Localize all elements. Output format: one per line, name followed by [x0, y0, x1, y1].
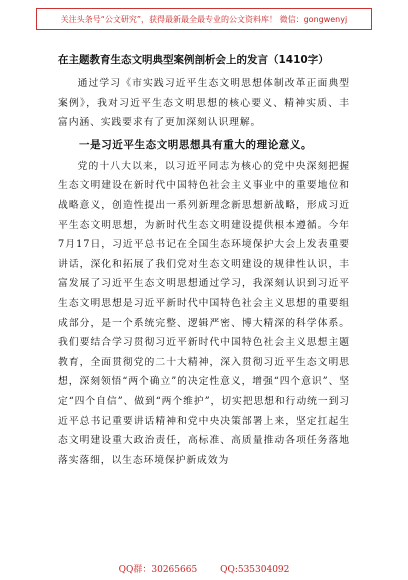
footer-contact — [0, 562, 408, 575]
document-title: 在主题教育生态文明典型案例剖析会上的发言（1410字） — [58, 54, 329, 66]
intro-paragraph: 通过学习《市实践习近平生态文明思想体制改革正面典型案例》，我对习近平生态文明思想的核心要义、精神实质、丰富内涵、实践要求有了更加深刻认识理解。 — [58, 78, 350, 129]
section-heading: 一是习近平生态文明思想具有重大的理论意义。 — [79, 138, 313, 151]
promo-banner: 关注头条号“公文研究”，获得最新最全最专业的公文资料库！ 微信：gongwenyj — [36, 8, 372, 30]
qq-label: QQ:535304092 — [220, 565, 290, 575]
section-paragraph: 党的十八大以来，以习近平同志为核心的党中央深刻把握生态文明建设在新时代中国特色社会主义事业中的重要地位和战略意义，创造性提出一系列新理念新思想新战略，形成习近平生态文明思想，为新时代生态文明建设提供根本遵循。今年7月17日，习近平总书记在全国生态环境保护大会上发表重要讲话，深化和拓展了我们党对生态文明建设的规律性认识，丰富发展了习近平生态文明思想通过学习，我深刻认识到习近平生态文明思想是习近平新时代中国特色社会主义思想的重要组成部分，是一个系统完整、逻辑严密、博大精深的科学体系。我们要结合学习贯彻习近平新时代中国特色社会主义思想主题教育，全面贯彻党的二十大精神，深入贯彻习近平生态文明思想，深刻领悟“两个确立”的决定性意义，增强“四个意识”、坚定“四个自信”、做到“两个维护”，切实把思想和行动统一到习近平总书记重要讲话精神和党中央决策部署上来，坚定扛起生态文明建设重大政治责任，高标准、高质量推动各项任务落地落实落细，以生态环境保护新成效为 — [58, 160, 350, 466]
qq-group-label: QQ群：30265665 — [118, 565, 198, 575]
document-body — [58, 74, 350, 470]
